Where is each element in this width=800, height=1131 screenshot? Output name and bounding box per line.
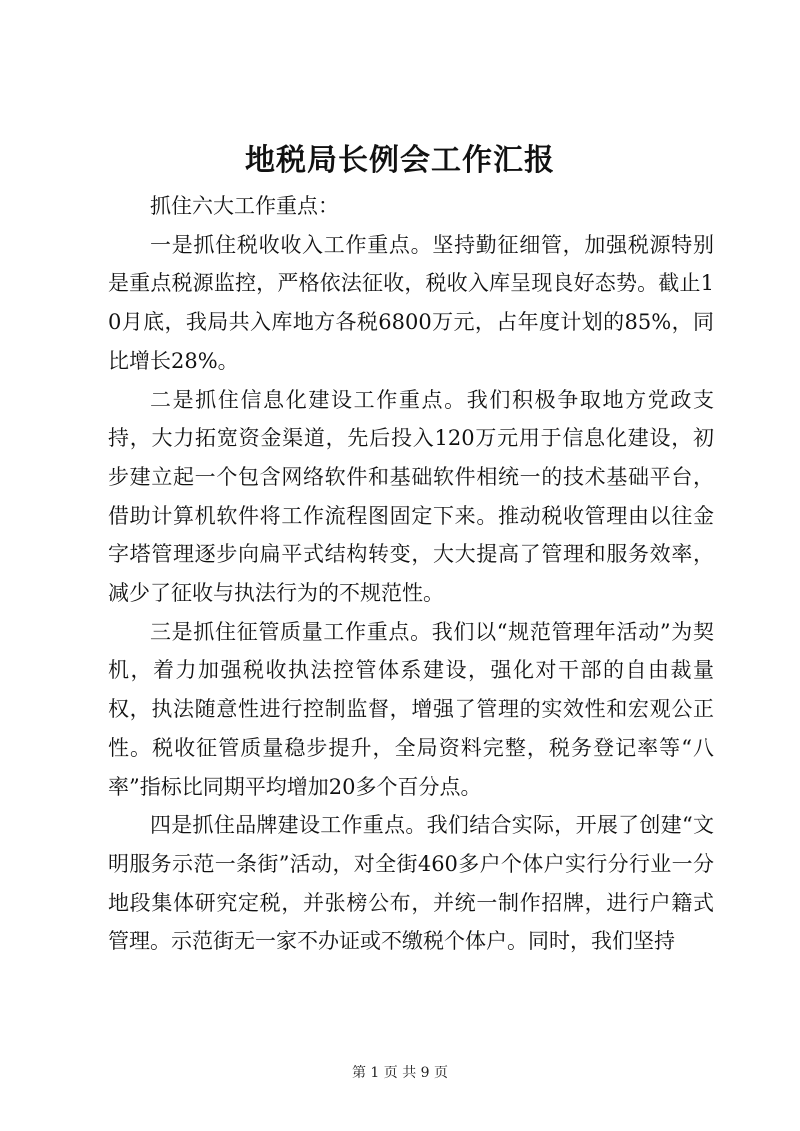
page-number-footer: 第 1 页 共 9 页 (351, 1065, 449, 1081)
paragraph-informatization: 二是抓住信息化建设工作重点。我们积极争取地方党政支持，大力拓宽资金渠道，先后投入120万元用于信息化建设，初步建立起一个包含网络软件和基础软件相统一的技术基础平台，借助计算机软件将工作流程图固定下来。推动税收管理由以往金字塔管理逐步向扁平式结构转变，大大提高了管理和服务效率，减少了征收与执法行为的不规范性。 (108, 387, 714, 606)
document-body (108, 187, 714, 961)
paragraph-brand-building: 四是抓住品牌建设工作重点。我们结合实际，开展了创建“文明服务示范一条街”活动，对全街460多户个体户实行分行业一分地段集体研究定税，并张榜公布，并统一制作招牌，进行户籍式管理。示范街无一家不办证或不缴税个体户。同时，我们坚持 (108, 813, 714, 954)
paragraph-intro: 抓住六大工作重点： (150, 194, 339, 218)
document-title: 地税局长例会工作汇报 (245, 143, 555, 178)
paragraph-tax-revenue: 一是抓住税收收入工作重点。坚持勤征细管，加强税源特别是重点税源监控，严格依法征收，税收入库呈现良好态势。截止10月底，我局共入库地方各税6800万元，占年度计划的85%，同比增长28%。 (108, 232, 714, 373)
paragraph-collection-quality: 三是抓住征管质量工作重点。我们以“规范管理年活动”为契机，着力加强税收执法控管体系建设，强化对干部的自由裁量权，执法随意性进行控制监督，增强了管理的实效性和宏观公正性。税收征管质量稳步提升，全局资料完整，税务登记率等“八率”指标比同期平均增加20多个百分点。 (108, 619, 714, 799)
